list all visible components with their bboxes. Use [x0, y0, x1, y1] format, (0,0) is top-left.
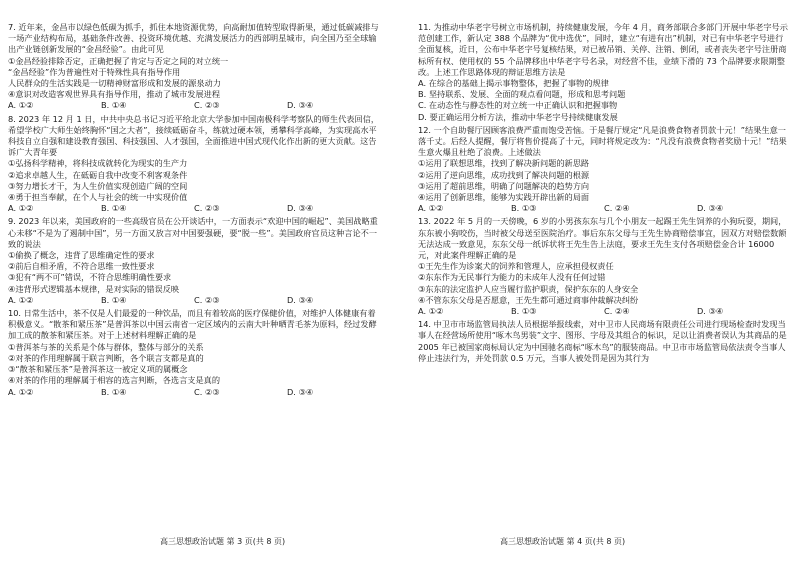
- option: ④意识对改造客观世界具有指导作用，推动了城市发展进程: [8, 89, 221, 100]
- option: D. 要正确运用分析方法，推动中华老字号持续健康发展: [418, 111, 618, 122]
- choice-d: D. ③④: [287, 203, 314, 214]
- option: ①弘扬科学精神，将科技成就转化为现实的生产力: [8, 158, 188, 169]
- choice-a: A. ①②: [8, 294, 34, 305]
- question-stem: 12. 一个自助餐厅因顾客浪费严重而饱受苦恼。于是餐厅规定“凡是浪费食物者罚款十元！”结果生意一落千丈。后经人提醒，餐厅将售价提高了十元，同时将规定改为：“凡没有浪费食物者奖励十元！”结果生意火爆且杜绝了浪费。上述做法: [418, 124, 787, 158]
- right-page: [418, 22, 790, 366]
- option: ①王先生作为诊案犬的饲养和管理人，应承担侵权责任: [418, 261, 614, 272]
- option: ②东东作为无民事行为能力的未成年人没有任何过错: [418, 272, 606, 283]
- choice-c: C. ②③: [194, 203, 220, 214]
- choice-b: B. ①③: [511, 306, 537, 317]
- option: ④违背形式逻辑基本规律，是对实际的错误反映: [8, 283, 180, 294]
- choice-d: D. ③④: [697, 203, 724, 214]
- left-page: [8, 22, 380, 400]
- answer-choices: [418, 306, 790, 317]
- option: ①普洱茶与茶的关系是个体与群体，整体与部分的关系: [8, 341, 204, 352]
- option: ③犯有“两不可”错误，不符合思维明确性要求: [8, 272, 172, 283]
- question-11: [418, 22, 790, 123]
- question-stem: 11. 为推动中华老字号树立市场机制，持续健康发展，今年 4 月，商务部联合多部门开展中华老字号示范创建工作，新认定 388 个品牌为“优中选优”，同时，建立“有进有出”机制，对已有中华老字号进行全面复核，近日，公布中华老字号复核结果，对已被吊销、关停、注销、倒闭，或者丧失老字号注册商标所有权、使用权的 55 个品牌移出中华老字号名录，对经营不佳，业绩下滑的 73 个品牌要求限期整改。上述工作思路体现的辩证思维方法是: [418, 22, 788, 77]
- option: C. 在动态性与静态性的对立统一中正确认识和把握事物: [418, 100, 618, 111]
- answer-choices: [8, 203, 380, 214]
- option: ②对茶的作用理解属于联言判断，各个联言支都是真的: [8, 352, 204, 363]
- question-stem: 8. 2023 年 12 月 1 日，中共中央总书记习近平给北京大学参加中国南极科学考察队的师生代表回信，希望学校广大师生始终胸怀“国之大者”，接续砥砺奋斗，练就过硬本领，勇攀科学高峰，为实现高水平科技自立自强和建设教育强国、科技强国、人才强国，全面推进中国式现代化作出新的更大贡献。这告诉广大青年要: [8, 113, 380, 158]
- option: ①运用了联想思维，找到了解决新问题的新思路: [418, 158, 590, 169]
- question-14: [418, 319, 790, 364]
- option: ④运用了创新思维，能够为实践开辟出新的局面: [418, 192, 590, 203]
- question-13: [418, 216, 790, 317]
- option: 人民群众的生活实践是一切精神财富形成和发展的源泉动力: [8, 78, 221, 89]
- choice-b: B. ①④: [101, 100, 127, 111]
- choice-a: A. ①②: [8, 100, 34, 111]
- answer-choices: [8, 100, 380, 111]
- choice-b: B. ①④: [101, 203, 127, 214]
- option: ③努力增长才干，为人生价值实现创造广阔的空间: [8, 180, 188, 191]
- choice-c: C. ②③: [194, 294, 220, 305]
- answer-choices: [418, 203, 790, 214]
- choice-b: B. ①④: [101, 294, 127, 305]
- choice-b: B. ①④: [101, 386, 127, 397]
- question-8: [8, 114, 380, 215]
- option: ②运用了逆向思维，成功找到了解决问题的根源: [418, 169, 590, 180]
- choice-d: D. ③④: [287, 100, 314, 111]
- option: ①金昌经验排除否定，正确把握了肯定与否定之间的对立统一: [8, 55, 229, 66]
- option: A. 在综合的基础上揭示事物整体，把握了事物的规律: [418, 78, 609, 89]
- choice-b: B. ①③: [511, 203, 537, 214]
- choice-c: C. ②④: [604, 306, 630, 317]
- choice-a: A. ①②: [418, 203, 444, 214]
- option: ②前后自相矛盾，不符合思维一致性要求: [8, 261, 155, 272]
- option: ④勇于担当奉献，在个人与社会的统一中实现价值: [8, 192, 188, 203]
- question-7: [8, 22, 380, 112]
- choice-d: D. ③④: [697, 306, 724, 317]
- question-stem: 9. 2023 年以来，美国政府的一些高级官员在公开谈话中，一方面表示“欢迎中国的崛起”、美国战略重心未移“不是为了遏制中国”，另一方面又放言对中国要强硬，要“脱一些”。美国政府官员这种言论不一致的说法: [8, 216, 378, 249]
- option: ③“散茶和紧压茶”是普洱茶这一被定义项的属概念: [8, 364, 188, 375]
- option: ③东东的法定监护人应当履行监护职责，保护东东的人身安全: [418, 283, 639, 294]
- answer-choices: [8, 387, 380, 398]
- choice-c: C. ②④: [604, 203, 630, 214]
- option: B. 坚持联系、发展、全面的观点看问题，形成和思考问题: [418, 89, 626, 100]
- question-stem: 7. 近年来，金昌市以绿色低碳为抓手，抓住本地资源优势，向高耐加值转型取得新果，通过低碳减排与一场产业结构布局，基础条件改善、投资环境优越、充满发展活力的西部明星城市，向全国乃至全球输出产业链创新发展的“金昌经验”。由此可见: [8, 22, 379, 55]
- choice-a: A. ①②: [8, 386, 34, 397]
- question-12: [418, 125, 790, 215]
- option: ④不管东东父母是否愿意，王先生都可通过商事仲裁解决纠纷: [418, 294, 639, 305]
- choice-a: A. ①②: [418, 306, 444, 317]
- choice-a: A. ①②: [8, 203, 34, 214]
- choice-c: C. ②③: [194, 386, 220, 397]
- question-10: [8, 308, 380, 398]
- option: ①偷换了概念，违背了思维确定性的要求: [8, 250, 155, 261]
- choice-d: D. ③④: [287, 294, 314, 305]
- question-9: [8, 216, 380, 306]
- question-stem: 14. 中卫市市场监管局执法人员根据举报线索，对中卫市人民商场有限责任公司进行现场检查时发现当事人在经营场所使用“啄木鸟男装”文字、图形、字母及其组合的标识，足以让消费者误认为其商品的是 2005 年已被国家商标局认定为中国驰名商标“啄木鸟”的服装商品。中卫市市场监管局依法责令当事人停止违法行为，并处罚款 0.5 万元，当事人被处罚是因为其行为: [418, 319, 787, 363]
- option: ④对茶的作用的理解属于相容的选言判断，各选言支是真的: [8, 375, 221, 386]
- choice-c: C. ②③: [194, 100, 220, 111]
- option: ③运用了超前思维，明确了问题解决的趋势方向: [418, 180, 590, 191]
- question-stem: 13. 2022 年 5 月的一天傍晚，6 岁的小男孩东东与几个小朋友一起踢王先生饲养的小狗玩耍，期间，东东被小狗咬伤，当时被父母送至医院治疗。事后东东父母与王先生协商赔偿事宜，因双方对赔偿数额无法达成一致意见，东东父母一纸诉状将王先生告上法庭，要求王先生支付各项赔偿金合计 16000 元，对此案件理解正确的是: [418, 216, 787, 261]
- option: “金昌经验”作为普遍性对于特殊性具有指导作用: [8, 66, 181, 77]
- page-footer-left: 高三思想政治试题 第 3 页(共 8 页): [160, 537, 286, 546]
- answer-choices: [8, 295, 380, 306]
- question-stem: 10. 日常生活中，茶不仅是人们最爱的一种饮品，而且有着较高的医疗保健价值，对维护人体健康有着积极意义。“散茶和紧压茶”是普洱茶以中国云南省一定区域内的云南大叶种晒青毛茶为原料，经过发酵加工成的散茶和紧压茶。对于上述材料理解正确的是: [8, 308, 377, 341]
- choice-d: D. ③④: [287, 386, 314, 397]
- page-footer-right: 高三思想政治试题 第 4 页(共 8 页): [500, 537, 626, 546]
- option: ②追求卓越人生，在砥砺自我中改变不利客观条件: [8, 169, 188, 180]
